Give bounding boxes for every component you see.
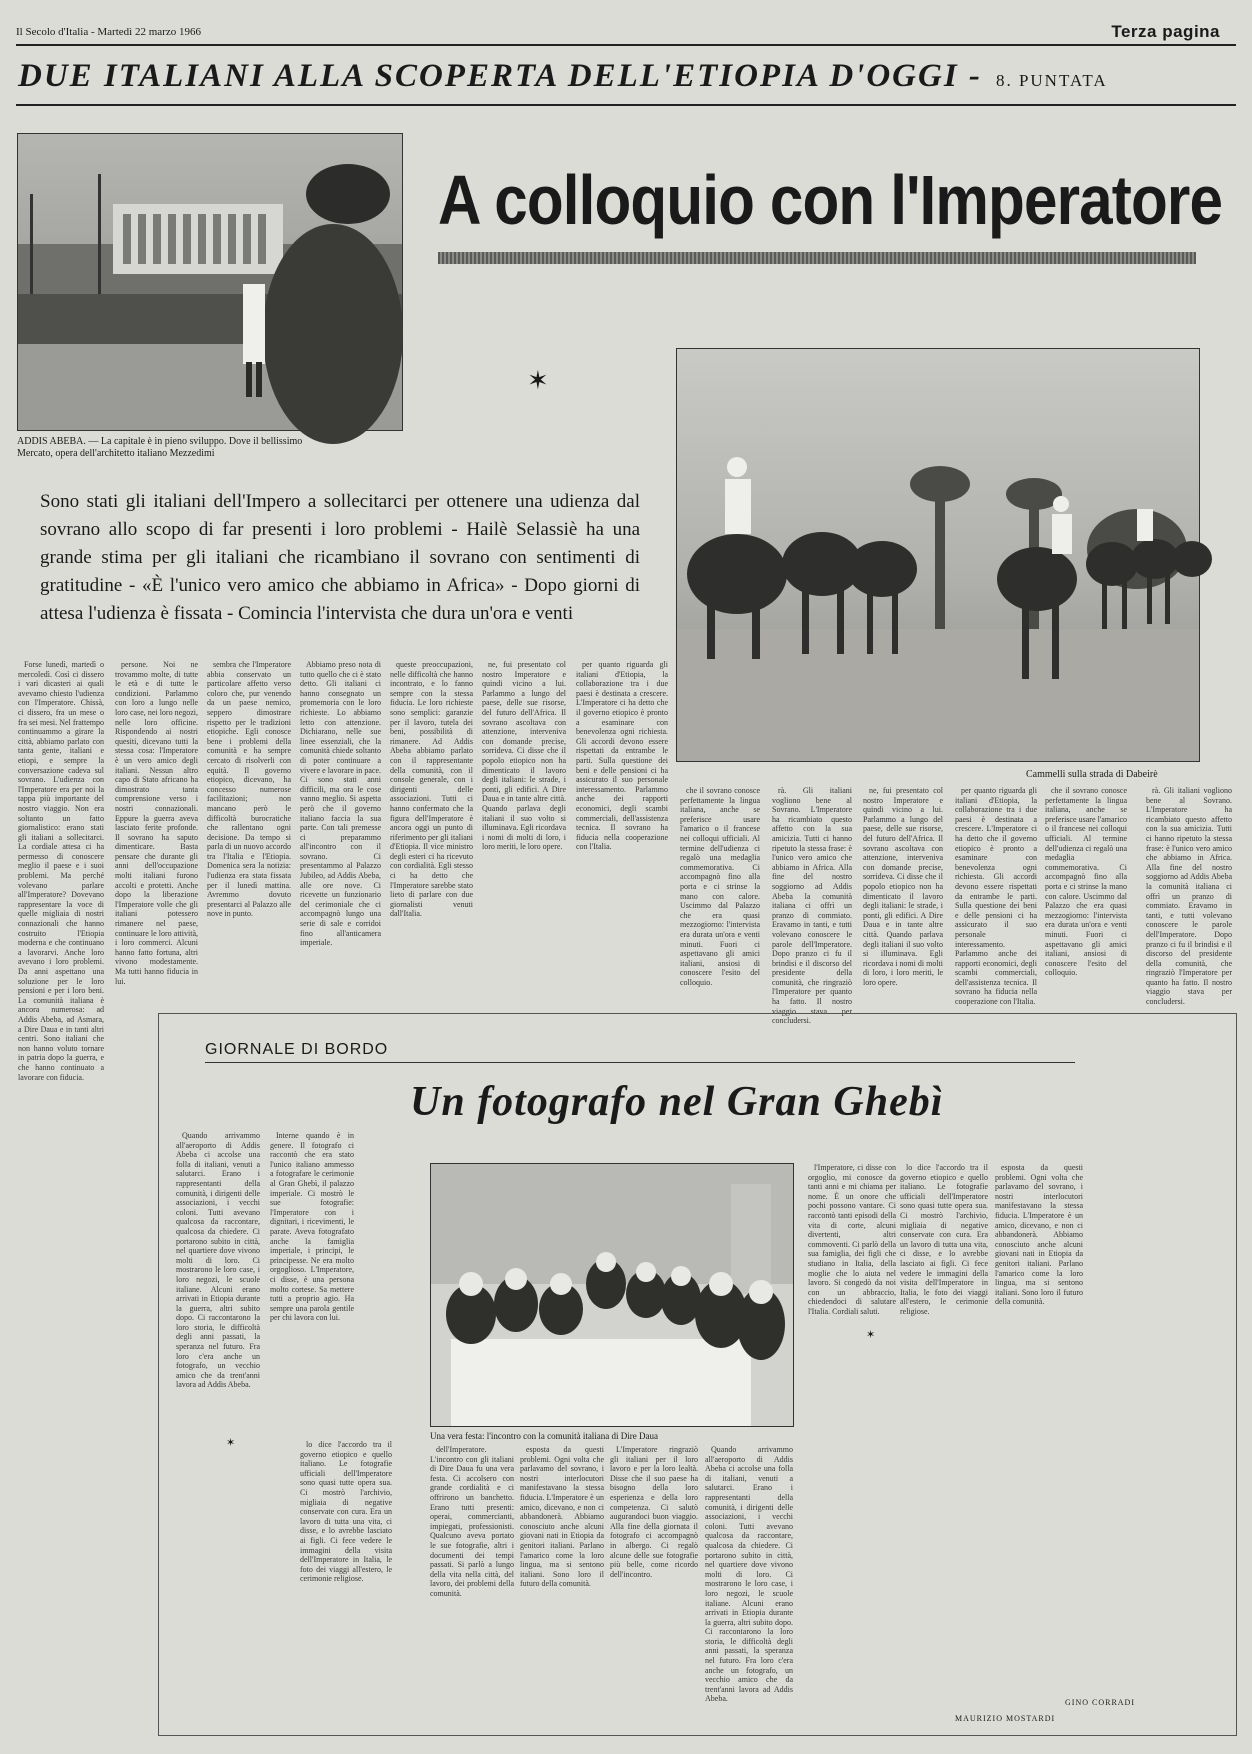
article-column-13: rà. Gli italiani vogliono bene al Sovrano. L'Imperatore ha ricambiato questo affetto con la sua amicizia. Tutti ci hanno ripetuto la stessa frase: è l'unico vero amico che abbiamo in Africa. Alla fine del nostro soggiorno ad Addis Abeba la comunità italiana ci offrì un pranzo di commiato. Eravamo in tanti, e tutti volevano conoscere le parole dell'Imperatore. Dopo pranzo ci fu il brindisi e il discorso del presidente della comunità, che ringraziò l'Imperatore per quanto ha fatto. Il nostro viaggio stava per concludersi. xyxy=(1146,786,1232,1007)
article-signature: GINO CORRADI xyxy=(1065,1698,1135,1707)
community-photo-caption: Una vera festa: l'incontro con la comunità italiana di Dire Daua xyxy=(430,1431,659,1441)
article-column-7: per quanto riguarda gli italiani d'Etiopia, la collaborazione tra i due paesi è destinata a crescere. L'Imperatore ci ha detto che il governo etiopico è pronto a esaminare con benevolenza ogni richiesta. Gli accordi devono essere rispettati da entrambe le parti. Sulla questione dei beni e delle pensioni ci ha assicurato il suo personale interessamento. Parlammo anche dei rapporti economici, degli scambi commerciali, dell'assistenza tecnica. Il sovrano ha fiducia nella cooperazione con l'Italia. xyxy=(576,660,668,852)
camels-photo xyxy=(676,348,1200,762)
addis-abeba-caption: ADDIS ABEBA. — La capitale è in pieno sviluppo. Dove il bellissimo Mercato, opera dell'architetto italiano Mezzedimi xyxy=(17,436,303,459)
box-column-9: lo dice l'accordo tra il governo etiopico e quello italiano. Le fotografie ufficiali dell'Imperatore sono quasi tutte opera sua. Ci mostrò l'archivio, migliaia di negative conservate con cura. Era un lavoro di tutta una vita, ci disse, e lo avrebbe lasciato ai figli. Ci fece vedere le immagini della visita dell'Imperatore in Italia, le foto dei viaggi all'estero, le cerimonie religiose. xyxy=(900,1163,988,1316)
running-head-date: Il Secolo d'Italia - Martedì 22 marzo 1966 xyxy=(16,26,201,38)
box-column-1: Quando arrivammo all'aeroporto di Addis Abeba ci accolse una folla di italiani, venuti a salutarci. Erano i rappresentanti della comunità, i dirigenti delle associazioni, i vecchi coloni. Tutti avevano qualcosa da raccontare, qualcosa da chiedere. Ci portarono subito in città, nel quartiere dove vivono molti di loro. Ci mostrarono le loro case, i loro negozi, le scuole italiane. Alcuni erano arrivati in Etiopia durante la guerra, altri subito dopo. Ci raccontarono la loro storia, le difficoltà degli anni passati, la speranza nel futuro. Fra loro c'era anche un fotografo, un vecchio amico che da trent'anni lavora ad Addis Abeba. xyxy=(176,1131,260,1390)
box-column-10: esposta da questi problemi. Ogni volta che parlavamo del sovrano, i nostri interlocutori manifestavano la stessa fiducia. L'Imperatore è un amico, dicevano, e non ci abbandonerà. Abbiamo conosciuto anche alcuni giovani nati in Etiopia da genitori italiani. Parlano l'amarico come la loro lingua, ma si sentono italiani. Sono loro il futuro della comunità. xyxy=(995,1163,1083,1307)
article-column-11: per quanto riguarda gli italiani d'Etiopia, la collaborazione tra i due paesi è destinata a crescere. L'Imperatore ci ha detto che il governo etiopico è pronto a esaminare con benevolenza ogni richiesta. Gli accordi devono essere rispettati da entrambe le parti. Sulla questione dei beni e delle pensioni ci ha assicurato il suo personale interessamento. Parlammo anche dei rapporti economici, degli scambi commerciali, dell'assistenza tecnica. Il sovrano ha fiducia nella cooperazione con l'Italia. xyxy=(955,786,1037,1007)
series-installment: 8. PUNTATA xyxy=(995,71,1108,90)
box-column-3: lo dice l'accordo tra il governo etiopico e quello italiano. Le fotografie ufficiali dell'Imperatore sono quasi tutte opera sua. Ci mostrò l'archivio, migliaia di negative conservate con cura. Era un lavoro di tutta una vita, ci disse, e lo avrebbe lasciato ai figli. Ci fece vedere le immagini della visita dell'Imperatore in Italia, le foto dei viaggi all'estero, le cerimonie religiose. xyxy=(300,1440,392,1584)
headline-rule xyxy=(438,252,1196,264)
box-column-5: esposta da questi problemi. Ogni volta che parlavamo del sovrano, i nostri interlocutori manifestavano la stessa fiducia. L'Imperatore è un amico, dicevano, e non ci abbandonerà. Abbiamo conosciuto anche alcuni giovani nati in Etiopia da genitori italiani. Parlano l'amarico come la loro lingua, ma si sentono italiani. Sono loro il futuro della comunità. xyxy=(520,1445,604,1589)
article-column-5: queste preoccupazioni, nelle difficoltà che hanno incontrato, e lo fanno sempre con la stessa fiducia. Le loro richieste sono semplici: garanzie per il lavoro, tutela dei beni, possibilità di rimanere. Ad Addis Abeba abbiamo parlato con il rappresentante della comunità, con il console generale, con i dirigenti delle associazioni. Tutti ci hanno confermato che la figura dell'Imperatore è ancora oggi un punto di riferimento per gli italiani d'Etiopia. Il vice ministro degli esteri ci ha ricevuto con cordialità. Egli stesso ci ha detto che l'Imperatore sarebbe stato lieto di parlare con due giornalisti venuti dall'Italia. xyxy=(390,660,473,919)
article-column-10: ne, fui presentato col nostro Imperatore e quindi vicino a lui. Parlammo a lungo del paese, delle sue risorse, del futuro dell'Africa. Il sovrano ascoltava con attenzione, interveniva con domande precise, sorrideva. Ci disse che il popolo etiopico non ha dimenticato il lavoro degli italiani: le strade, i ponti, gli edifici. A Dire Daua e in tante altre città. Quando parlava degli italiani il suo volto si illuminava. Egli ricordava i nomi di molti di loro, i loro meriti, le loro opere. xyxy=(863,786,943,987)
series-title xyxy=(18,58,1238,98)
article-summary: Sono stati gli italiani dell'Impero a sollecitarci per ottenere una udienza dal sovrano allo scopo di far presenti i loro problemi - Hailè Selassiè ha una grande stima per gli italiani che ricambiano il sovrano con sentimenti di gratitudine - «È l'unico vero amico che abbiamo in Africa» - Dopo giorni di attesa l'udienza è fissata - Comincia l'intervista che dura un'ora e venti xyxy=(40,491,640,624)
box-headline: Un fotografo nel Gran Ghebì xyxy=(410,1079,944,1125)
series-title-text: DUE ITALIANI ALLA SCOPERTA DELL'ETIOPIA D'OGGI - xyxy=(18,58,982,94)
box-column-4: dell'Imperatore. L'incontro con gli italiani di Dire Daua fu una vera festa. Ci accolsero con grande cordialità e ci offrirono un banchetto. Erano tutti presenti: operai, commercianti, impiegati, professionisti. Qualcuno aveva portato le sue fotografie, altri i documenti dei tempi passati. Si parlò a lungo della vita nella città, del lavoro, dei problemi della comunità. xyxy=(430,1445,514,1598)
star-ornament-icon: ✶ xyxy=(527,366,549,395)
box-column-7: Quando arrivammo all'aeroporto di Addis Abeba ci accolse una folla di italiani, venuti a salutarci. Erano i rappresentanti della comunità, i dirigenti delle associazioni, i vecchi coloni. Tutti avevano qualcosa da raccontare, qualcosa da chiedere. Ci portarono subito in città, nel quartiere dove vivono molti di loro. Ci mostrarono le loro case, i loro negozi, le scuole italiane. Alcuni erano arrivati in Etiopia durante la guerra, altri subito dopo. Ci raccontarono la loro storia, le difficoltà degli anni passati, la speranza nel futuro. Fra loro c'era anche un fotografo, un vecchio amico che da trent'anni lavora ad Addis Abeba. xyxy=(705,1445,793,1704)
main-headline: A colloquio con l'Imperatore xyxy=(438,161,1223,239)
box-kicker: GIORNALE DI BORDO xyxy=(205,1041,389,1058)
article-column-9: rà. Gli italiani vogliono bene al Sovrano. L'Imperatore ha ricambiato questo affetto con la sua amicizia. Tutti ci hanno ripetuto la stessa frase: è l'unico vero amico che abbiamo in Africa. Alla fine del nostro soggiorno ad Addis Abeba la comunità italiana ci offrì un pranzo di commiato. Eravamo in tanti, e tutti volevano conoscere le parole dell'Imperatore. Dopo pranzo ci fu il brindisi e il discorso del presidente della comunità, che ringraziò l'Imperatore per quanto ha fatto. Il nostro viaggio stava per concludersi. xyxy=(772,786,852,1026)
article-column-4: Abbiamo preso nota di tutto quello che ci è stato detto. Gli italiani ci hanno consegnato un promemoria con le loro richieste. Lo abbiamo letto con attenzione. Dichiarano, nelle sue linee essenziali, che la comunità chiede soltanto di poter continuare a vivere e lavorare in pace. Ci sono stati anni difficili, ma ora le cose vanno meglio. Si aspetta però che il governo italiano faccia la sua parte. Con tali premesse ci preparammo all'incontro con il sovrano. Ci presentammo al Palazzo Jubileo, ad Addis Abeba, alle ore nove. Ci ricevette un funzionario del cerimoniale che ci accompagnò lungo una serie di sale e corridoi fino all'anticamera imperiale. xyxy=(300,660,381,948)
article-column-2: persone. Noi ne trovammo molte, di tutte le età e di tutte le condizioni. Parlammo con loro a lungo nelle loro case, nei loro negozi, nelle loro officine. Rispondendo ai nostri quesiti, dicevano tutti la stessa cosa: l'Imperatore è un vero amico degli italiani. Nessun altro capo di Stato africano ha dimostrato tanta comprensione verso i nostri connazionali. Eppure la guerra aveva lasciato ferite profonde. Il sovrano ha saputo dimenticare. Basta pensare che durante gli anni dell'occupazione molti italiani furono accolti e protetti. Anche dopo la liberazione l'Imperatore volle che gli italiani potessero rimanere nel paese, continuare le loro attività, i loro commerci. Alcuni hanno fatto fortuna, altri vivono modestamente. Ma tutti hanno fiducia in lui. xyxy=(115,660,198,986)
article-column-8: che il sovrano conosce perfettamente la lingua italiana, anche se preferisce usare l'amarico o il francese nei colloqui ufficiali. Al termine dell'udienza ci regalò una medaglia commemorativa. Ci accompagnò fino alla porta e ci strinse la mano con calore. Uscimmo dal Palazzo che era quasi mezzogiorno: l'intervista era durata un'ora e venti minuti. Fuori ci aspettavano gli amici italiani, ansiosi di conoscere l'esito del colloquio. xyxy=(680,786,760,987)
box-star-icon-1: ✶ xyxy=(226,1437,236,1449)
article-column-3: sembra che l'Imperatore abbia conservato un particolare affetto verso coloro che, pur venendo da un paese nemico, seppero dimostrare rispetto per le tradizioni etiopiche. Egli conosce bene i problemi della comunità e ha sempre cercato di risolverli con equità. Il governo etiopico, dicevano, ha concesso numerose facilitazioni; non mancano però le difficoltà burocratiche che rallentano ogni decisione. Da tempo si parla di un nuovo accordo tra l'Italia e l'Etiopia. Domenica sera la notizia: l'udienza era stata fissata per il lunedì mattina. Avremmo dovuto presentarci al Palazzo alle nove in punto. xyxy=(207,660,291,919)
box-kicker-rule xyxy=(205,1062,1075,1063)
camels-caption: Cammelli sulla strada di Dabeirè xyxy=(1026,769,1158,780)
box-star-icon-2: ✶ xyxy=(866,1329,876,1341)
box-column-8: l'Imperatore, ci disse con orgoglio, mi conosce da tanti anni e mi chiama per nome. È un onore che pochi possono vantare. Ci raccontò tanti episodi della vita di corte, alcuni divertenti, altri commoventi. Ci parlò della sua famiglia, dei figli che studiano in Italia, della moglie che lo aiuta nel lavoro. Si congedò da noi con un abbraccio, chiedendoci di salutare l'Italia. Cordiali saluti. xyxy=(808,1163,896,1316)
box-column-2: Interne quando è in genere. Il fotografo ci raccontò che era stato l'unico italiano ammesso a fotografare le cerimonie al Gran Ghebì, il palazzo imperiale. Ci mostrò le sue fotografie: l'Imperatore con i dignitari, i ricevimenti, le parate. Aveva fotografato anche la famiglia imperiale, i principi, le principesse. Ne era molto orgoglioso. L'Imperatore, ci disse, è una persona molto cortese. Sa mettere tutti a proprio agio. Ha sempre una parola gentile per chi lavora con lui. xyxy=(270,1131,354,1323)
article-column-1: Forse lunedì, martedì o mercoledì. Così ci dissero i vari dicasteri ai quali avevamo chiesto l'udienza con l'Imperatore. Chissà, ci dissero, fra un mese o fra sei mesi. Nel frattempo continuammo a girare la città, abbiamo parlato con tanta gente, italiani e etiopi, e sempre la conversazione cadeva sul sovrano. L'udienza con l'Imperatore era per noi la tappa più importante del nostro viaggio. Non era soltanto un fatto giornalistico: erano stati gli italiani a sollecitarci. La cordiale attesa ci ha permesso di conoscere meglio il paese e i suoi problemi. Ma perché volevano parlare all'Imperatore? Dovevano rappresentare la voce di quelle migliaia di nostri connazionali che hanno costruito l'Etiopia moderna e che continuano a lavorarvi. Anche loro avevano i loro problemi. Da anni aspettano una soluzione per le loro pensioni e per i loro beni. La comunità italiana è ancora numerosa: ad Addis Abeba, ad Asmara, a Dire Daua e in tanti altri centri. Sono italiani che non hanno voluto tornare in patria dopo la guerra, e che hanno continuato a lavorare con fiducia. xyxy=(18,660,104,1082)
box-signature: MAURIZIO MOSTARDI xyxy=(955,1714,1056,1723)
running-head xyxy=(16,22,1236,44)
article-column-12: che il sovrano conosce perfettamente la lingua italiana, anche se preferisce usare l'amarico o il francese nei colloqui ufficiali. Al termine dell'udienza ci regalò una medaglia commemorativa. Ci accompagnò fino alla porta e ci strinse la mano con calore. Uscimmo dal Palazzo che era quasi mezzogiorno: l'intervista era durata un'ora e venti minuti. Fuori ci aspettavano gli amici italiani, ansiosi di conoscere l'esito del colloquio. xyxy=(1045,786,1127,978)
addis-abeba-photo xyxy=(17,133,403,431)
top-rule xyxy=(16,44,1236,46)
article-column-6: ne, fui presentato col nostro Imperatore e quindi vicino a lui. Parlammo a lungo del paese, delle sue risorse, del futuro dell'Africa. Il sovrano ascoltava con attenzione, interveniva con domande precise, sorrideva. Ci disse che il popolo etiopico non ha dimenticato il lavoro degli italiani: le strade, i ponti, gli edifici. A Dire Daua e in tante altre città. Quando parlava degli italiani il suo volto si illuminava. Egli ricordava i nomi di molti di loro, i loro meriti, le loro opere. xyxy=(482,660,566,852)
running-head-section: Terza pagina xyxy=(1111,22,1220,41)
community-photo xyxy=(430,1163,794,1427)
box-column-6: L'Imperatore ringraziò gli italiani per il loro lavoro e per la loro lealtà. Disse che il suo paese ha bisogno della loro esperienza e della loro competenza. Ci salutò augurandoci buon viaggio. Alla fine della giornata il fotografo ci accompagnò in albergo. Ci regalò alcune delle sue fotografie più belle, come ricordo dell'incontro. xyxy=(610,1445,698,1579)
series-rule xyxy=(16,104,1236,106)
